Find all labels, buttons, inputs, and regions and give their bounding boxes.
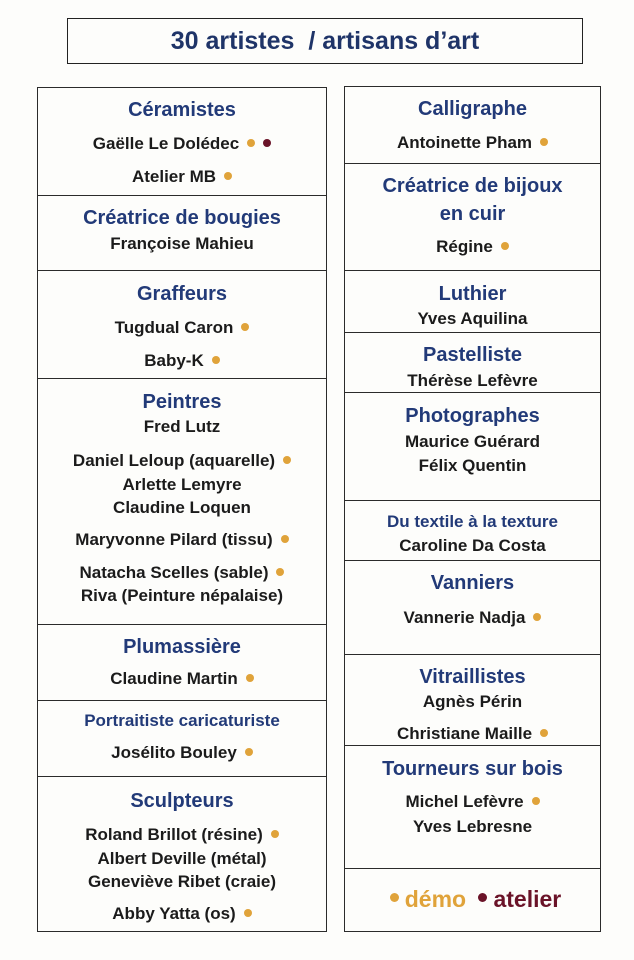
artist-entry: Régine bbox=[345, 238, 600, 255]
artist-entry: Yves Lebresne bbox=[412, 817, 533, 836]
artist-entry: Josélito Bouley bbox=[38, 744, 326, 761]
category-heading: Plumassière bbox=[123, 636, 241, 658]
demo-dot-icon bbox=[271, 830, 279, 838]
legend-demo-label: démo bbox=[404, 886, 467, 912]
demo-dot-icon bbox=[224, 172, 232, 180]
category-heading: Calligraphe bbox=[418, 98, 527, 120]
artist-entry: Abby Yatta (os) bbox=[38, 905, 326, 922]
category-photographes bbox=[344, 392, 601, 502]
category-graffeurs bbox=[37, 270, 327, 380]
artist-entry: Riva (Peinture népalaise) bbox=[80, 586, 284, 605]
category-pastelliste bbox=[344, 332, 601, 394]
category-peintres bbox=[37, 378, 327, 626]
demo-dot-icon bbox=[540, 729, 548, 737]
artist-entry: Vannerie Nadja bbox=[345, 609, 600, 626]
category-bougies bbox=[37, 195, 327, 272]
category-heading: Vitraillistes bbox=[419, 666, 526, 688]
artist-entry: Roland Brillot (résine) bbox=[38, 826, 326, 843]
artist-entry: Maurice Guérard bbox=[404, 432, 541, 451]
category-tourneurs bbox=[344, 745, 601, 870]
category-heading: Céramistes bbox=[128, 99, 236, 121]
demo-dot-icon bbox=[247, 139, 255, 147]
category-vitraillistes bbox=[344, 654, 601, 747]
category-heading: Luthier bbox=[438, 283, 507, 305]
artist-entry: Maryvonne Pilard (tissu) bbox=[38, 531, 326, 548]
artist-entry: Caroline Da Costa bbox=[399, 536, 546, 555]
category-heading: Créatrice de bijoux bbox=[382, 175, 563, 197]
category-heading: Vanniers bbox=[430, 572, 515, 594]
demo-dot-icon bbox=[241, 323, 249, 331]
artist-entry: Claudine Loquen bbox=[113, 498, 251, 517]
demo-dot-icon bbox=[501, 242, 509, 250]
artist-entry: Geneviève Ribet (craie) bbox=[87, 872, 277, 891]
category-heading: Du textile à la texture bbox=[386, 512, 558, 531]
category-textile bbox=[344, 500, 601, 562]
artist-entry: Christiane Maille bbox=[345, 725, 600, 742]
artist-entry: Françoise Mahieu bbox=[110, 234, 254, 253]
category-portraitiste bbox=[37, 700, 327, 778]
atelier-dot-icon bbox=[478, 893, 487, 902]
artist-entry: Yves Aquilina bbox=[417, 309, 528, 328]
category-luthier bbox=[344, 270, 601, 334]
category-plumassiere bbox=[37, 624, 327, 702]
left-column bbox=[37, 87, 327, 932]
category-bijoux bbox=[344, 163, 601, 272]
category-sculpteurs bbox=[37, 776, 327, 932]
atelier-dot-icon bbox=[263, 139, 271, 147]
legend-atelier-label: atelier bbox=[493, 886, 562, 912]
page-title: 30 artistes / artisans d’art bbox=[67, 18, 583, 64]
category-heading: Graffeurs bbox=[136, 283, 228, 305]
demo-dot-icon bbox=[244, 909, 252, 917]
category-calligraphe bbox=[344, 86, 601, 165]
artist-entry: Daniel Leloup (aquarelle) bbox=[38, 452, 326, 469]
artist-entry: Agnès Périn bbox=[422, 692, 523, 711]
right-column bbox=[344, 86, 601, 932]
category-heading: Photographes bbox=[405, 405, 540, 427]
demo-dot-icon bbox=[390, 893, 399, 902]
artist-entry: Natacha Scelles (sable) bbox=[38, 564, 326, 581]
demo-dot-icon bbox=[283, 456, 291, 464]
legend bbox=[345, 886, 600, 913]
artist-entry: Antoinette Pham bbox=[345, 134, 600, 151]
category-heading: Pastelliste bbox=[423, 344, 522, 366]
category-heading: Tourneurs sur bois bbox=[382, 758, 563, 780]
demo-dot-icon bbox=[533, 613, 541, 621]
demo-dot-icon bbox=[532, 797, 540, 805]
artist-entry: Claudine Martin bbox=[38, 670, 326, 687]
artist-entry: Albert Deville (métal) bbox=[97, 849, 267, 868]
category-heading: Créatrice de bougies bbox=[83, 207, 281, 229]
demo-dot-icon bbox=[246, 674, 254, 682]
category-heading: Portraitiste caricaturiste bbox=[84, 711, 280, 730]
artist-entry: Tugdual Caron bbox=[38, 319, 326, 336]
artist-entry: Atelier MB bbox=[38, 168, 326, 185]
demo-dot-icon bbox=[281, 535, 289, 543]
legend-box bbox=[344, 868, 601, 932]
category-ceramistes bbox=[37, 87, 327, 197]
demo-dot-icon bbox=[540, 138, 548, 146]
artist-entry: Gaëlle Le Dolédec bbox=[38, 135, 326, 152]
demo-dot-icon bbox=[212, 356, 220, 364]
category-vanniers bbox=[344, 560, 601, 656]
demo-dot-icon bbox=[276, 568, 284, 576]
category-heading: Sculpteurs bbox=[130, 790, 234, 812]
artist-entry: Baby-K bbox=[38, 352, 326, 369]
category-heading: Peintres bbox=[142, 391, 222, 413]
artist-entry: Félix Quentin bbox=[418, 456, 527, 475]
artist-entry: Thérèse Lefèvre bbox=[407, 371, 538, 390]
category-heading-line2: en cuir bbox=[439, 203, 506, 225]
artist-entry: Arlette Lemyre bbox=[122, 475, 242, 494]
artist-entry: Michel Lefèvre bbox=[345, 793, 600, 810]
artist-entry: Fred Lutz bbox=[143, 417, 221, 436]
demo-dot-icon bbox=[245, 748, 253, 756]
